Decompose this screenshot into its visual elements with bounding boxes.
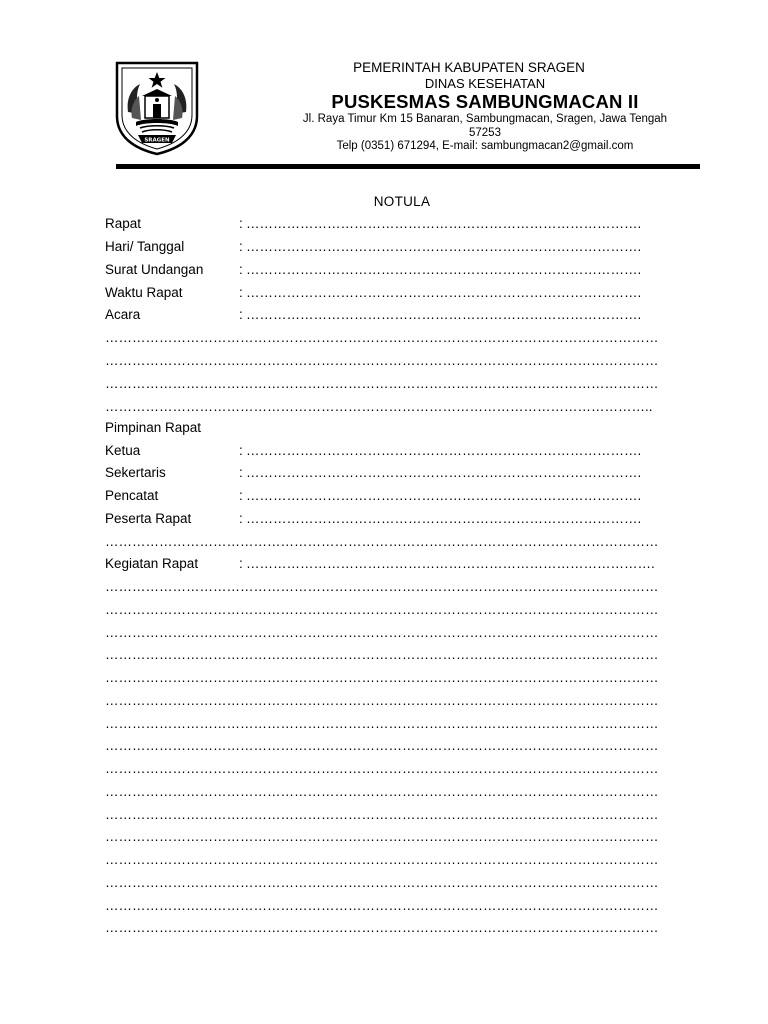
field-surat-undangan [105,260,705,280]
field-acara [105,305,705,325]
field-colon: : [239,556,243,571]
field-label: Surat Undangan [105,262,204,277]
field-label: Sekertaris [105,465,166,480]
crest-banner-text: SRAGEN [144,137,170,144]
kegiatan-line[interactable]: …………………………………………………………………………………………………………… [105,647,659,662]
kegiatan-line[interactable]: …………………………………………………………………………………………………………… [105,875,659,890]
field-colon: : [239,216,243,231]
sragen-regency-crest-icon [114,60,200,156]
kegiatan-line[interactable]: …………………………………………………………………………………………………………… [105,807,659,822]
kegiatan-line[interactable]: …………………………………………………………………………………………………………… [105,693,659,708]
field-rapat [105,214,705,234]
letterhead-contact: Telp (0351) 671294, E-mail: sambungmacan2@gmail.com [336,140,634,152]
field-blank[interactable]: ……………………………………………………………………………. [246,285,642,300]
field-label: Peserta Rapat [105,511,192,526]
field-label: Rapat [105,216,142,231]
letterhead [270,60,700,154]
field-colon: : [239,285,243,300]
kegiatan-line[interactable]: …………………………………………………………………………………………………………… [105,602,659,617]
acara-line[interactable]: …………………………………………………………………………………………………………… [105,353,659,368]
field-pencatat [105,486,705,506]
letterhead-institution: PUSKESMAS SAMBUNGMACAN II [331,91,639,112]
field-sekertaris [105,463,705,483]
kegiatan-line[interactable]: …………………………………………………………………………………………………………… [105,761,659,776]
letterhead-postcode: 57253 [469,126,501,139]
letterhead-divider [116,164,700,169]
kegiatan-line[interactable]: …………………………………………………………………………………………………………… [105,829,659,844]
field-colon: : [239,307,243,322]
field-blank[interactable]: ……………………………………………………………………………. [246,239,642,254]
field-blank[interactable]: ……………………………………………………………………………. [246,443,642,458]
field-blank[interactable]: ……………………………………………………………………………. [246,511,642,526]
field-waktu-rapat [105,283,705,303]
kegiatan-line[interactable]: …………………………………………………………………………………………………………… [105,716,659,731]
pimpinan-heading [105,418,705,438]
kegiatan-line[interactable]: …………………………………………………………………………………………………………… [105,784,659,799]
acara-line[interactable]: ………………………………………………………………………………………………………….. [105,399,653,414]
document-title: NOTULA [373,194,431,209]
field-colon: : [239,262,243,277]
field-label: Kegiatan Rapat [105,556,199,571]
field-blank[interactable]: ……………………………………………………………………………. [246,262,642,277]
field-colon: : [239,443,243,458]
letterhead-address: Jl. Raya Timur Km 15 Banaran, Sambungmacan, Sragen, Jawa Tengah [302,113,668,125]
field-colon: : [239,465,243,480]
field-label: Pencatat [105,488,159,503]
field-blank[interactable]: ……………………………………………………………………………. [246,216,642,231]
letterhead-department: DINAS KESEHATAN [424,76,546,91]
field-colon: : [239,488,243,503]
kegiatan-line[interactable]: …………………………………………………………………………………………………………… [105,920,659,935]
field-blank[interactable]: ……………………………………………………………………………. [246,488,642,503]
field-hari-tanggal [105,237,705,257]
peserta-line[interactable]: …………………………………………………………………………………………………………… [105,534,659,549]
field-ketua [105,441,705,461]
field-colon: : [239,511,243,526]
field-blank[interactable]: ……………………………………………………………………………. [246,465,642,480]
field-kegiatan-rapat [105,554,705,574]
field-label: Waktu Rapat [105,285,183,300]
field-blank[interactable]: ………………………………………………………………………………. [246,556,655,571]
field-label: Acara [105,307,141,322]
acara-line[interactable]: …………………………………………………………………………………………………………… [105,330,659,345]
field-colon: : [239,239,243,254]
kegiatan-line[interactable]: …………………………………………………………………………………………………………… [105,579,659,594]
field-peserta-rapat [105,509,705,529]
kegiatan-line[interactable]: …………………………………………………………………………………………………………… [105,852,659,867]
kegiatan-line[interactable]: …………………………………………………………………………………………………………… [105,625,659,640]
section-heading: Pimpinan Rapat [105,420,202,435]
acara-line[interactable]: …………………………………………………………………………………………………………… [105,376,659,391]
kegiatan-line[interactable]: …………………………………………………………………………………………………………… [105,670,659,685]
kegiatan-line[interactable]: …………………………………………………………………………………………………………… [105,738,659,753]
letterhead-government: PEMERINTAH KABUPATEN SRAGEN [353,60,585,75]
field-blank[interactable]: ……………………………………………………………………………. [246,307,642,322]
kegiatan-line[interactable]: …………………………………………………………………………………………………………… [105,898,659,913]
field-label: Hari/ Tanggal [105,239,185,254]
field-label: Ketua [105,443,141,458]
